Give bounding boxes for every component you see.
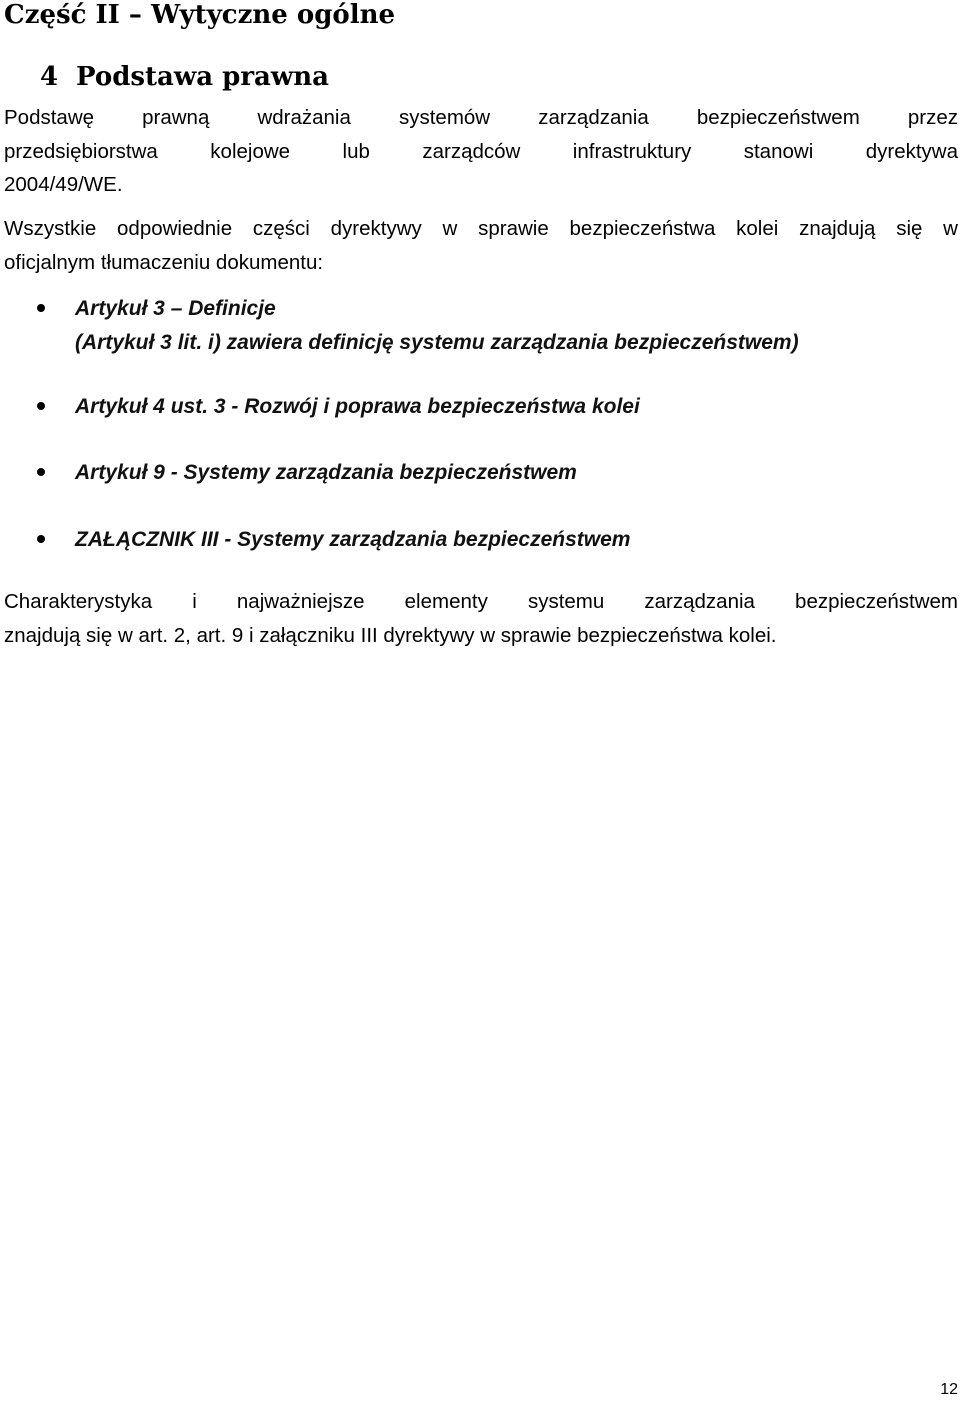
list-item-text: Artykuł 4 ust. 3 - Rozwój i poprawa bezpieczeństwa kolei	[75, 395, 640, 418]
bullet-icon	[37, 535, 45, 543]
section-number: 4	[40, 62, 59, 92]
list-item-line: Artykuł 3 – Definicje	[75, 297, 276, 320]
bullet-icon	[37, 304, 45, 312]
paragraph-line: Podstawę prawną wdrażania systemów zarządzania bezpieczeństwem przez	[4, 106, 958, 129]
bullet-icon	[37, 468, 45, 476]
bullet-icon	[37, 402, 45, 410]
paragraph-line: znajdują się w art. 2, art. 9 i załączniku III dyrektywy w sprawie bezpieczeństwa kolei.	[4, 623, 777, 647]
page-number: 12	[940, 1381, 958, 1398]
paragraph-line: oficjalnym tłumaczeniu dokumentu:	[4, 250, 324, 274]
list-item-text: ZAŁĄCZNIK III - Systemy zarządzania bezpieczeństwem	[75, 528, 631, 551]
list-item-line: (Artykuł 3 lit. i) zawiera definicję systemu zarządzania bezpieczeństwem)	[75, 330, 799, 354]
paragraph-line: Charakterystyka i najważniejsze elementy systemu zarządzania bezpieczeństwem	[4, 590, 958, 613]
article-list	[0, 0, 960, 600]
part-title: Część II – Wytyczne ogólne	[4, 0, 396, 30]
paragraph-characteristics	[4, 585, 958, 652]
section-title: Podstawa prawna	[76, 62, 330, 92]
list-item-text	[75, 292, 799, 359]
list-item-text: Artykuł 9 - Systemy zarządzania bezpieczeństwem	[75, 461, 577, 484]
paragraph-line: 2004/49/WE.	[4, 173, 123, 196]
paragraph-line: przedsiębiorstwa kolejowe lub zarządców infrastruktury stanowi dyrektywa	[4, 139, 958, 163]
paragraph-line: Wszystkie odpowiednie części dyrektywy w sprawie bezpieczeństwa kolei znajdują się w	[4, 217, 958, 240]
